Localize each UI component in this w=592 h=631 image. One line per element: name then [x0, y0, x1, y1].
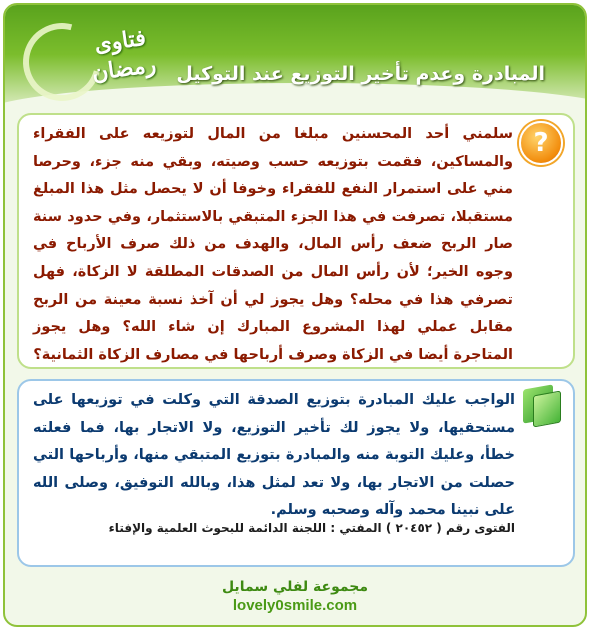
- page-title: المبادرة وعدم تأخير التوزيع عند التوكيل: [176, 63, 545, 85]
- question-text: سلمني أحد المحسنين مبلغا من المال لتوزيعه على الفقراء والمساكين، فقمت بتوزيعه حسب وصيته، وبقي منه جزء، وحرصا مني على استمرار النفع للفقراء وخوفا أن لا يحصل مثل هذا المبلغ مستقبلا، تصرفت في هذا الجزء المتبقي بالاستثمار، وفي حدود سنة صار الربح ضعف رأس المال، والهدف من ذلك صرف الأرباح في وجوه الخير؛ لأن رأس المال من الصدقات المطلقة لا الزكاة، فهل تصرفي هذا في محله؟ وهل يجوز لي أن آخذ نسبة معينة من الربح مقابل عملي لهذا المشروع المبارك إن شاء الله؟ وهل يجوز المتاجرة أيضا في الزكاة وصرف أرباحها في مصارف الزكاة الثمانية؟: [33, 126, 513, 363]
- footer-url-link[interactable]: lovely0smile.com: [232, 597, 358, 614]
- question-box: [17, 113, 575, 369]
- footer: [5, 571, 585, 625]
- footer-group-name: مجموعة لفلي سمايل: [221, 579, 369, 595]
- book-icon: [519, 385, 563, 425]
- ramadan-fatwa-logo: فتاوى رمضان: [90, 24, 158, 87]
- answer-text: الواجب عليك المبادرة بتوزيع الصدقة التي وكلت في توزيعها على مستحقيها، ولا يجوز لك تأخير التوزيع، ولا الاتجار بها، فما فعلته خطأ، وعليك التوبة منه والمبادرة بتوزيع المتبقي منها، وأرباحها التي حصلت من الاتجار بها، ولا تعد لمثل هذا، وبالله التوفيق، وصلى الله على نبينا محمد وآله وصحبه وسلم.: [33, 392, 515, 519]
- header-banner: [5, 5, 585, 115]
- content-frame: [3, 3, 587, 627]
- answer-box: [17, 379, 575, 567]
- fatwa-reference: الفتوى رقم ( ٢٠٤٥٢ ) المفتي : اللجنة الدائمة للبحوث العلمية والإفتاء: [108, 521, 515, 535]
- question-mark-icon: ?: [519, 121, 563, 165]
